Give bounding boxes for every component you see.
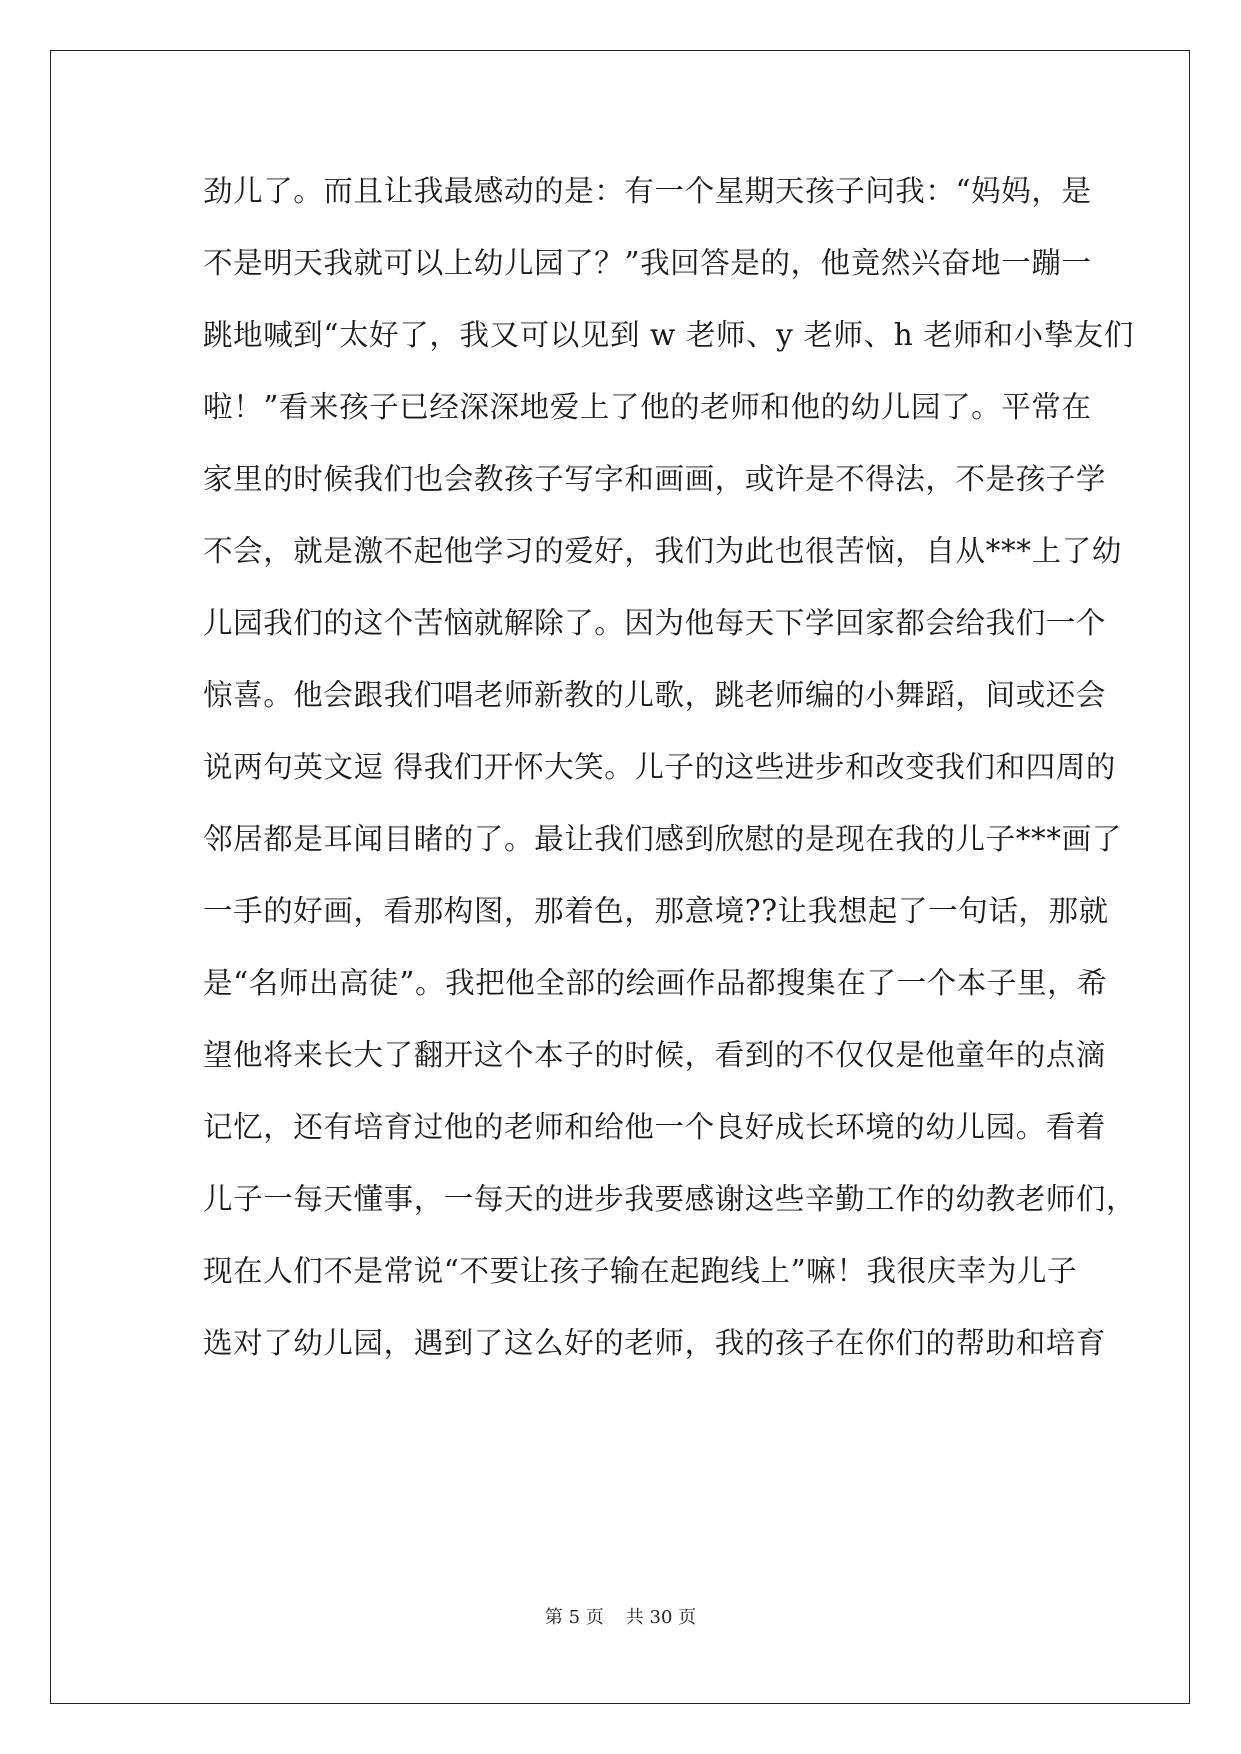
text-line: 啦！”看来孩子已经深深地爱上了他的老师和他的幼儿园了。平常在 (203, 390, 1092, 424)
text-line: 劲儿了。而且让我最感动的是：有一个星期天孩子问我：“妈妈，是 (203, 174, 1092, 208)
page-frame (50, 50, 1190, 1704)
text-line: 记忆，还有培育过他的老师和给他一个良好成长环境的幼儿园。看着 (203, 1110, 1107, 1144)
page-total: 共 30 页 (625, 1607, 697, 1628)
text-line: 不会，就是激不起他学习的爱好，我们为此也很苦恼，自从***上了幼 (203, 534, 1122, 568)
text-line: 现在人们不是常说“不要让孩子输在起跑线上”嘛！我很庆幸为儿子 (203, 1254, 1078, 1288)
text-line: 儿园我们的这个苦恼就解除了。因为他每天下学回家都会给我们一个 (203, 606, 1107, 640)
text-line: 说两句英文逗 得我们开怀大笑。儿子的这些进步和改变我们和四周的 (203, 750, 1116, 784)
text-line: 惊喜。他会跟我们唱老师新教的儿歌，跳老师编的小舞蹈，间或还会 (203, 678, 1107, 712)
text-line: 邻居都是耳闻目睹的了。最让我们感到欣慰的是现在我的儿子***画了 (203, 822, 1122, 856)
page-number: 第 5 页 (544, 1607, 604, 1628)
page-footer (0, 1606, 1241, 1630)
text-line: 不是明天我就可以上幼儿园了？”我回答是的，他竟然兴奋地一蹦一 (203, 246, 1092, 280)
text-line: 儿子一每天懂事，一每天的进步我要感谢这些辛勤工作的幼教老师们， (203, 1182, 1137, 1216)
text-line: 是“名师出高徒”。我把他全部的绘画作品都搜集在了一个本子里，希 (203, 966, 1108, 1000)
text-line: 一手的好画，看那构图，那着色，那意境??让我想起了一句话，那就 (203, 894, 1109, 928)
text-line: 家里的时候我们也会教孩子写字和画画，或许是不得法，不是孩子学 (203, 462, 1107, 496)
text-line: 选对了幼儿园，遇到了这么好的老师，我的孩子在你们的帮助和培育 (203, 1326, 1107, 1360)
text-line: 跳地喊到“太好了，我又可以见到 w 老师、y 老师、h 老师和小挚友们 (203, 318, 1135, 352)
text-line: 望他将来长大了翻开这个本子的时候，看到的不仅仅是他童年的点滴 (203, 1038, 1107, 1072)
